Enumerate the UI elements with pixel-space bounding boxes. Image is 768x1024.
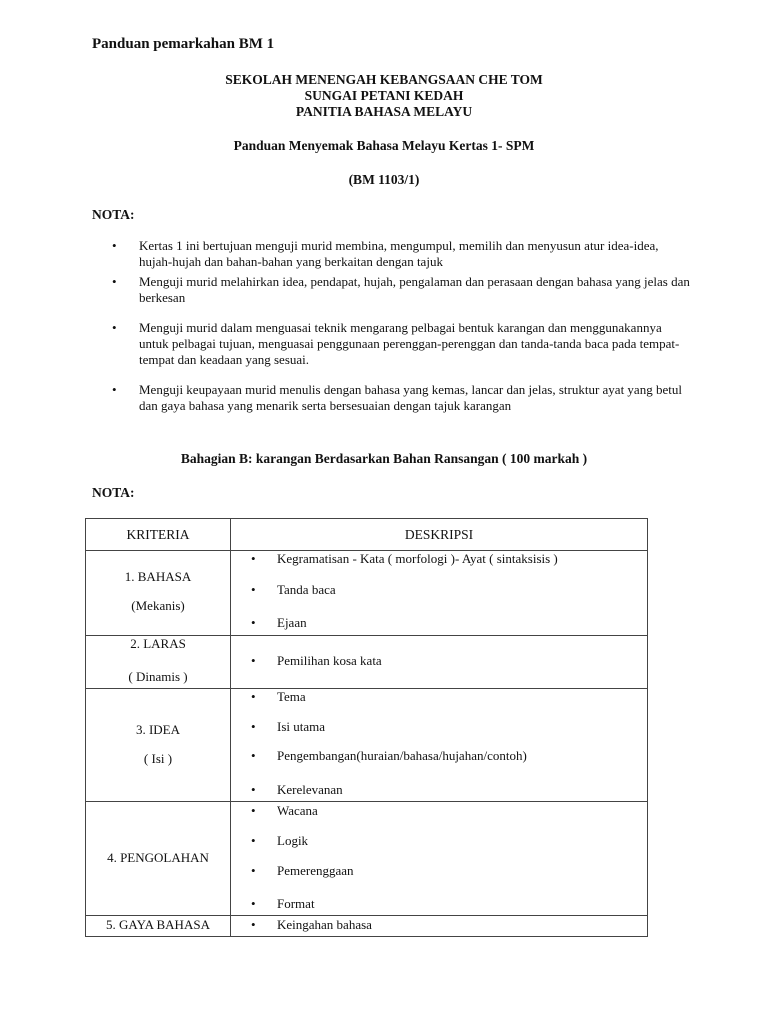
guide-subtitle: Panduan Menyemak Bahasa Melayu Kertas 1- SPM [233, 138, 535, 153]
criterion-name: 3. IDEA [135, 722, 181, 737]
note-text: Menguji murid dalam menguasai teknik mengarang pelbagai bentuk karangan dan menggunakannya untuk pelbagai tujuan, menguasai penggunaan perenggan-perenggan dan tanda-tanda baca pada tempat-tempat dan keadaan yang sesuai. [139, 320, 680, 367]
note-item [112, 320, 692, 368]
school-panel: PANITIA BAHASA MELAYU [295, 104, 473, 119]
description-cell [231, 689, 648, 802]
criterion-sub: (Mekanis) [131, 598, 185, 613]
bullet-icon: • [251, 582, 256, 597]
criterion-name: 2. LARAS [130, 636, 186, 651]
description-item: • Tanda baca [251, 582, 336, 597]
school-header [0, 72, 768, 120]
header-deskripsi: DESKRIPSI [231, 519, 648, 551]
bullet-icon: • [112, 382, 117, 397]
description-cell [231, 916, 648, 937]
criterion-name: 1. BAHASA [124, 569, 192, 584]
bullet-icon: • [251, 653, 256, 668]
table-row [86, 802, 648, 916]
bullet-icon: • [251, 917, 256, 932]
criterion-cell [86, 551, 231, 636]
bullet-icon: • [251, 748, 256, 763]
description-item: • Tema [251, 689, 306, 704]
note-text: Menguji murid melahirkan idea, pendapat, hujah, pengalaman dan perasaan dengan bahasa yang jelas dan berkesan [139, 274, 690, 305]
criterion-cell [86, 689, 231, 802]
bullet-icon: • [251, 833, 256, 848]
bullet-icon: • [251, 782, 256, 797]
criterion-sub: ( Dinamis ) [128, 669, 188, 684]
description-item: • Kegramatisan - Kata ( morfologi )- Ayat ( sintaksisis ) [251, 551, 558, 566]
criterion-cell [86, 636, 231, 689]
description-item: • Pengembangan(huraian/bahasa/hujahan/contoh) [251, 748, 527, 763]
header-kriteria: KRITERIA [86, 519, 231, 551]
school-location: SUNGAI PETANI KEDAH [304, 88, 464, 103]
description-item: • Isi utama [251, 719, 326, 734]
description-item: • Kerelevanan [251, 782, 343, 797]
bullet-icon: • [251, 551, 256, 566]
bullet-icon: • [251, 689, 256, 704]
note-item [112, 238, 692, 270]
description-item: • Logik [251, 833, 309, 848]
note-item [112, 382, 692, 414]
bullet-icon: • [251, 896, 256, 911]
criteria-table [85, 518, 648, 937]
bullet-icon: • [251, 863, 256, 878]
table-header-row [86, 519, 648, 551]
table-row [86, 551, 648, 636]
criterion-cell [86, 916, 231, 937]
bullet-icon: • [251, 803, 256, 818]
nota-heading-2: NOTA: [92, 485, 135, 500]
note-text: Kertas 1 ini bertujuan menguji murid membina, mengumpul, memilih dan menyusun atur idea-idea, hujah-hujah dan bahan-bahan yang berkaitan dengan tajuk [139, 238, 659, 269]
note-item [112, 274, 692, 306]
bullet-icon: • [112, 238, 117, 253]
note-text: Menguji keupayaan murid menulis dengan bahasa yang kemas, lancar dan jelas, struktur ayat yang betul dan gaya bahasa yang menarik serta bersesuaian dengan tajuk karangan [139, 382, 682, 413]
school-name: SEKOLAH MENENGAH KEBANGSAAN CHE TOM [225, 72, 543, 87]
table-row [86, 689, 648, 802]
description-item: • Pemilihan kosa kata [251, 653, 382, 668]
criterion-name: 4. PENGOLAHAN [107, 850, 209, 865]
bullet-icon: • [251, 615, 256, 630]
description-cell [231, 551, 648, 636]
table-row [86, 636, 648, 689]
description-item: • Pemerenggaan [251, 863, 354, 878]
paper-code: (BM 1103/1) [348, 172, 420, 187]
description-cell [231, 802, 648, 916]
table-row [86, 916, 648, 937]
description-item: • Format [251, 896, 315, 911]
criterion-name: 5. GAYA BAHASA [106, 917, 210, 932]
bullet-icon: • [112, 320, 117, 335]
nota-heading: NOTA: [92, 207, 135, 222]
bullet-icon: • [112, 274, 117, 289]
document-title: Panduan pemarkahan BM 1 [92, 36, 275, 52]
description-item: • Wacana [251, 803, 318, 818]
criterion-sub: ( Isi ) [143, 751, 173, 766]
bullet-icon: • [251, 719, 256, 734]
description-cell [231, 636, 648, 689]
criterion-cell [86, 802, 231, 916]
description-item: • Ejaan [251, 615, 307, 630]
description-item: • Keingahan bahasa [251, 917, 372, 932]
section-b-title: Bahagian B: karangan Berdasarkan Bahan Ransangan ( 100 markah ) [180, 451, 588, 466]
